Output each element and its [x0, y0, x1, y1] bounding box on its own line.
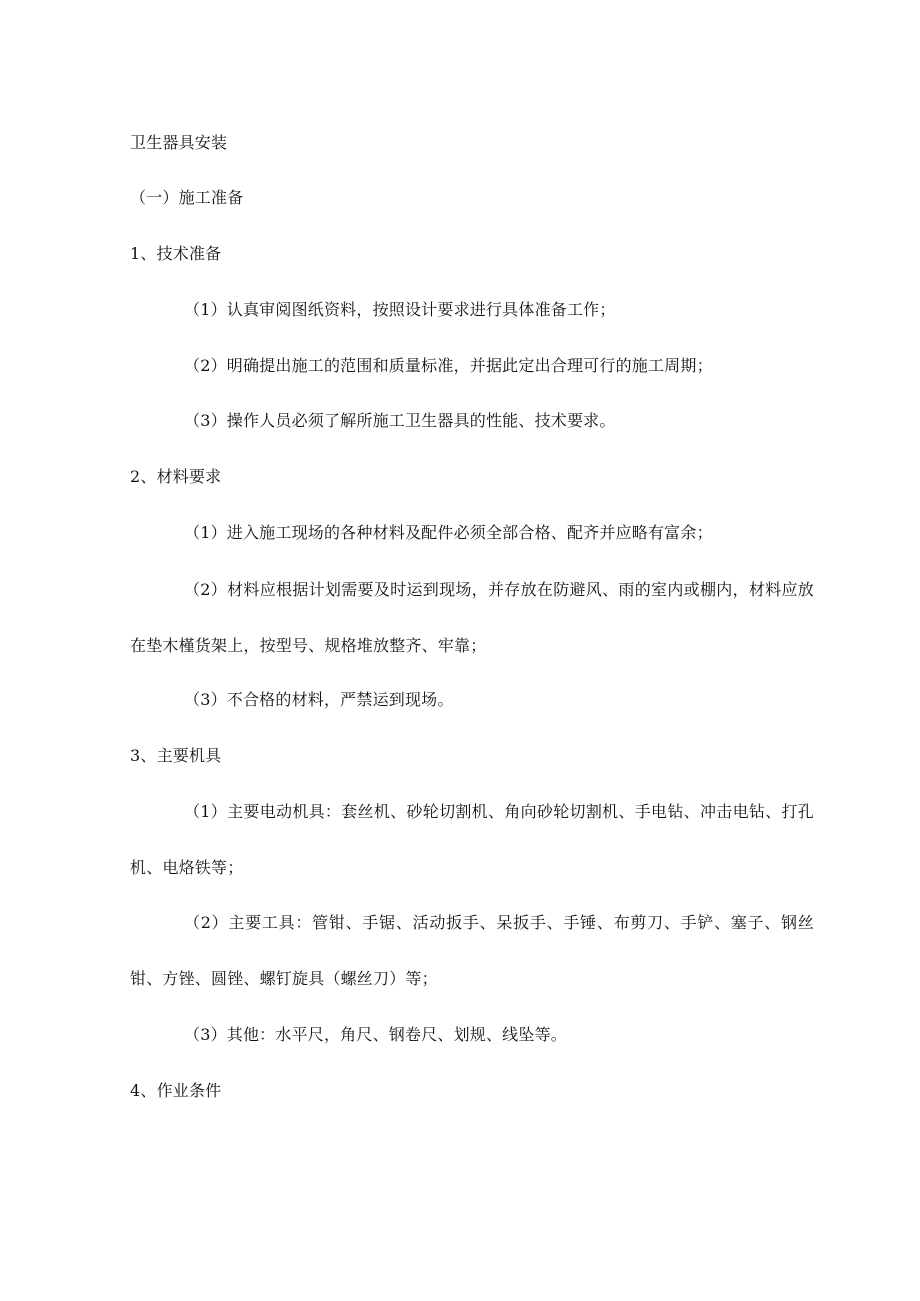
- list-item-paragraph: （2）主要工具：管钳、手锯、活动扳手、呆扳手、手锤、布剪刀、手铲、塞子、钢丝钳、方锉、圆锉、螺钉旋具（螺丝刀）等；: [130, 913, 814, 988]
- list-item: （3）操作人员必须了解所施工卫生器具的性能、技术要求。: [184, 411, 616, 430]
- list-item: （1）进入施工现场的各种材料及配件必须全部合格、配齐并应略有富余；: [184, 523, 713, 542]
- subheading-technical-preparation: 1、技术准备: [130, 244, 222, 263]
- section-heading-preparation: （一）施工准备: [130, 188, 244, 207]
- subheading-material-requirements: 2、材料要求: [130, 467, 222, 486]
- list-item: （3）不合格的材料，严禁运到现场。: [184, 690, 454, 709]
- list-item: （3）其他：水平尺，角尺、钢卷尺、划规、线坠等。: [184, 1025, 567, 1044]
- document-title: 卫生器具安装: [130, 133, 228, 152]
- list-item: （1）认真审阅图纸资料，按照设计要求进行具体准备工作；: [184, 300, 616, 319]
- list-item: （2）明确提出施工的范围和质量标准，并据此定出合理可行的施工周期；: [184, 356, 713, 375]
- list-item-paragraph: （1）主要电动机具：套丝机、砂轮切割机、角向砂轮切割机、手电钻、冲击电钻、打孔机、电烙铁等；: [130, 802, 814, 877]
- list-item-paragraph: （2）材料应根据计划需要及时运到现场，并存放在防避风、雨的室内或棚内，材料应放在垫木槿货架上，按型号、规格堆放整齐、牢靠；: [130, 580, 814, 655]
- subheading-work-conditions: 4、作业条件: [130, 1081, 222, 1100]
- subheading-main-tools: 3、主要机具: [130, 746, 222, 765]
